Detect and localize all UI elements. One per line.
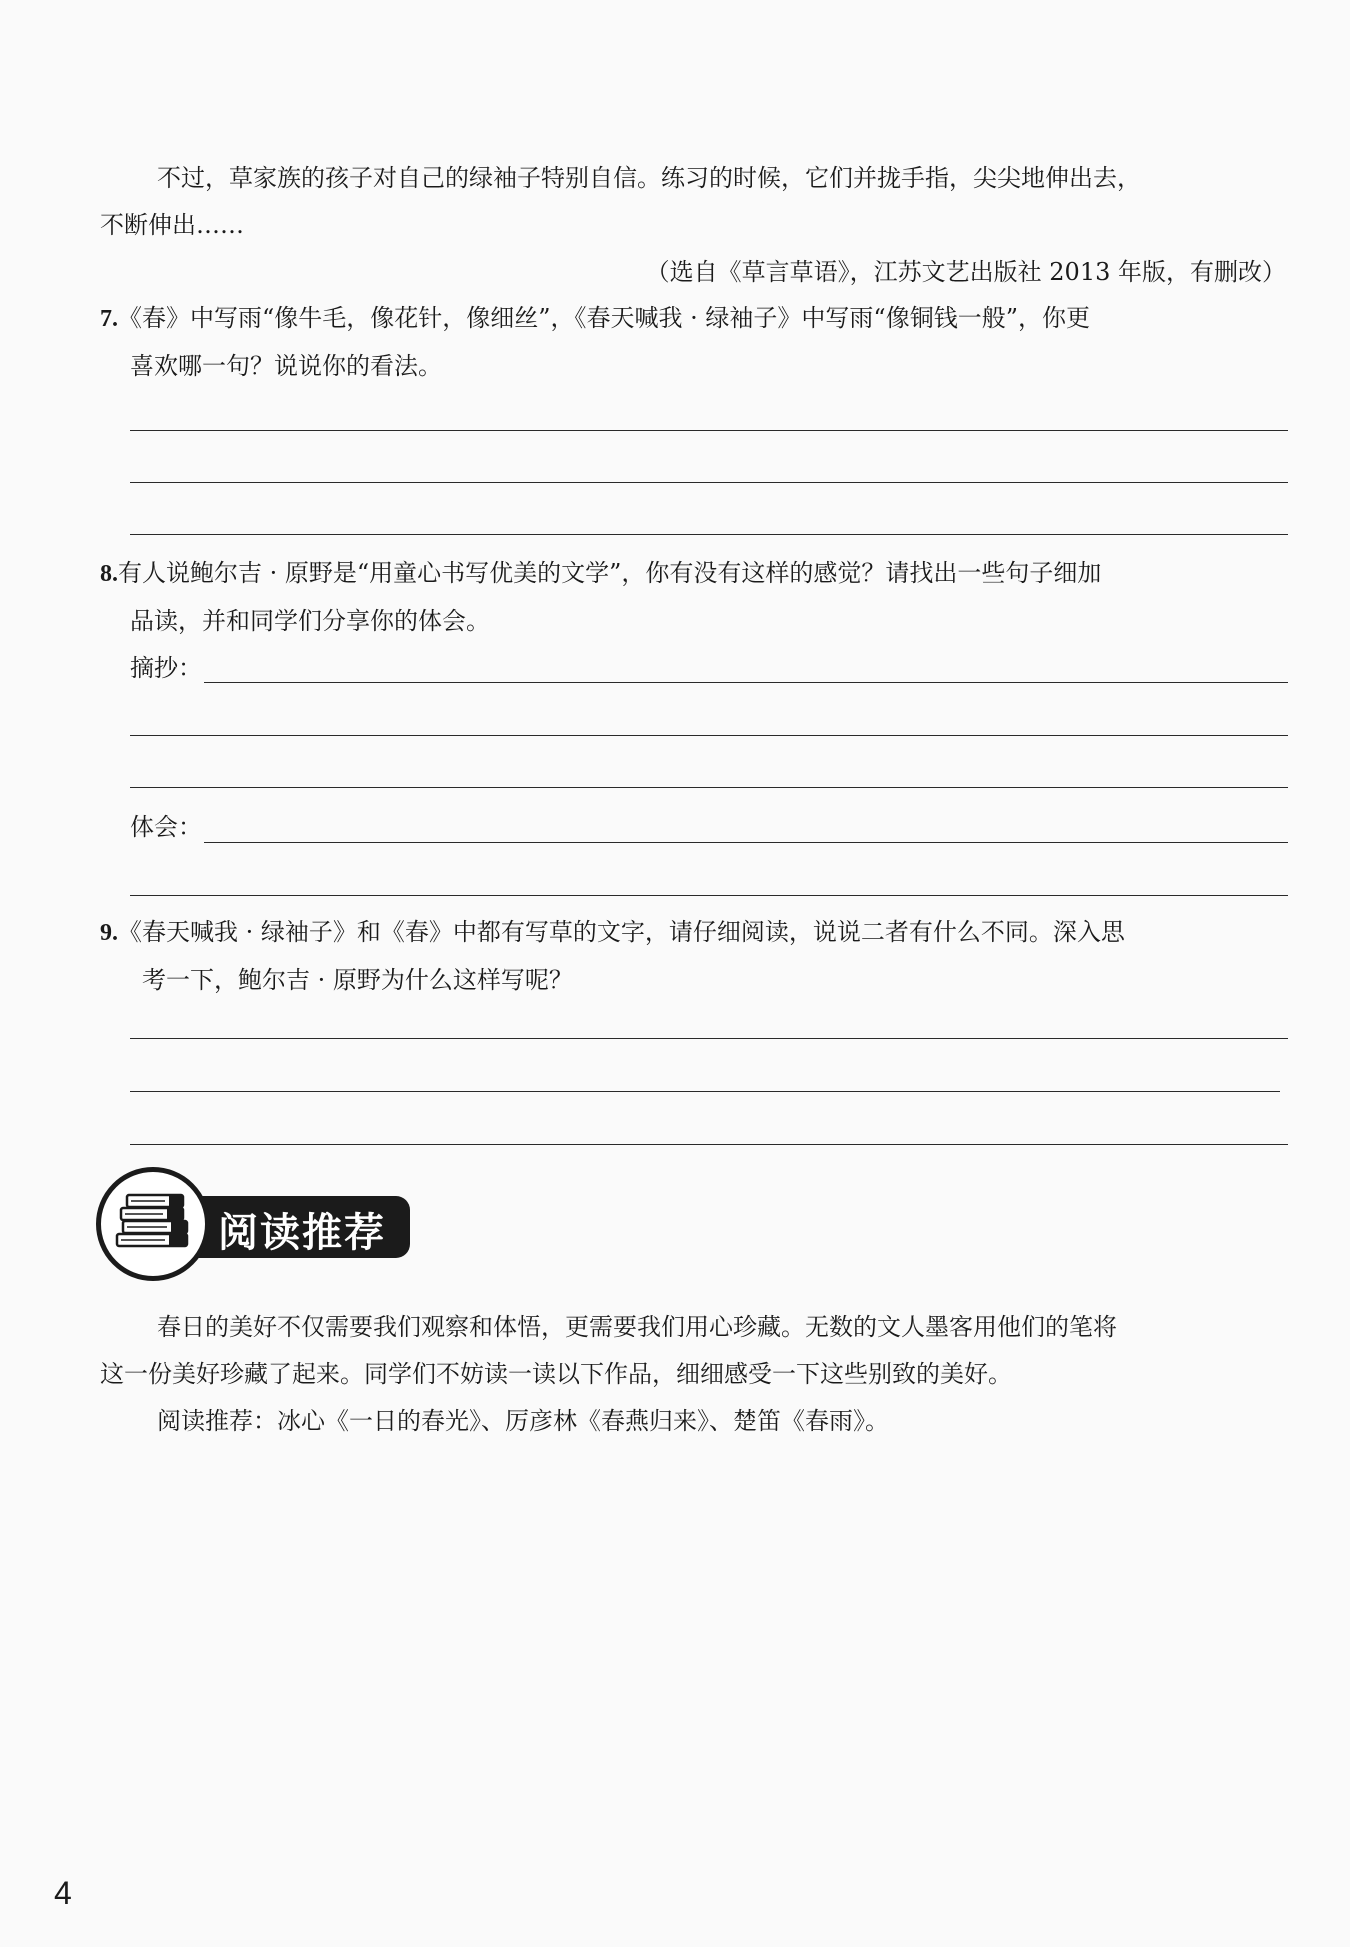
- question-8: [100, 561, 1101, 586]
- question-number: 9.: [100, 920, 118, 946]
- question-text: 有人说鲍尔吉 · 原野是“用童心书写优美的文学”，你有没有这样的感觉？请找出一些句子细加: [118, 559, 1102, 587]
- question-text: 《春》中写雨“像牛毛，像花针，像细丝”，《春天喊我 · 绿袖子》中写雨“像铜钱一般”，你更: [118, 304, 1090, 332]
- answer-line[interactable]: [130, 1038, 1288, 1039]
- answer-line[interactable]: [130, 430, 1288, 431]
- question-text: 《春天喊我 · 绿袖子》和《春》中都有写草的文字，请仔细阅读，说说二者有什么不同。深入思: [118, 918, 1125, 946]
- recommend-list: 阅读推荐：冰心《一日的春光》、厉彦林《春燕归来》、楚笛《春雨》。: [157, 1407, 889, 1435]
- passage-line-1: 不过，草家族的孩子对自己的绿袖子特别自信。练习的时候，它们并拢手指，尖尖地伸出去，: [157, 164, 1141, 192]
- question-8-line-2: 品读，并和同学们分享你的体会。: [130, 607, 490, 635]
- passage-source: （选自《草言草语》，江苏文艺出版社 2013 年版，有删改）: [645, 258, 1286, 286]
- reflection-label: 体会：: [130, 813, 202, 841]
- excerpt-label: 摘抄：: [130, 654, 202, 682]
- question-9-line-2: 考一下，鲍尔吉 · 原野为什么这样写呢？: [142, 966, 573, 994]
- books-icon: [101, 1172, 205, 1276]
- answer-line[interactable]: [130, 482, 1288, 483]
- reading-recommend-badge: [96, 1167, 414, 1291]
- answer-line[interactable]: [130, 895, 1288, 896]
- question-7: [100, 306, 1090, 331]
- badge-circle: [96, 1167, 210, 1281]
- answer-line[interactable]: [130, 787, 1288, 788]
- recommend-para-1-line-2: 这一份美好珍藏了起来。同学们不妨读一读以下作品，细细感受一下这些别致的美好。: [100, 1360, 1012, 1388]
- question-9: [100, 920, 1125, 945]
- answer-line[interactable]: [130, 534, 1288, 535]
- section-title: 阅读推荐: [218, 1210, 386, 1256]
- page-number: 4: [54, 1875, 72, 1911]
- answer-line[interactable]: [130, 1144, 1288, 1145]
- question-number: 8.: [100, 561, 118, 587]
- recommend-para-1-line-1: 春日的美好不仅需要我们观察和体悟，更需要我们用心珍藏。无数的文人墨客用他们的笔将: [157, 1313, 1117, 1341]
- question-7-line-2: 喜欢哪一句？说说你的看法。: [130, 352, 442, 380]
- answer-line[interactable]: [130, 735, 1288, 736]
- passage-line-2: 不断伸出……: [100, 211, 244, 239]
- answer-line[interactable]: [130, 1091, 1280, 1092]
- reflection-answer-line[interactable]: [204, 842, 1288, 843]
- question-number: 7.: [100, 306, 118, 332]
- excerpt-answer-line[interactable]: [204, 682, 1288, 683]
